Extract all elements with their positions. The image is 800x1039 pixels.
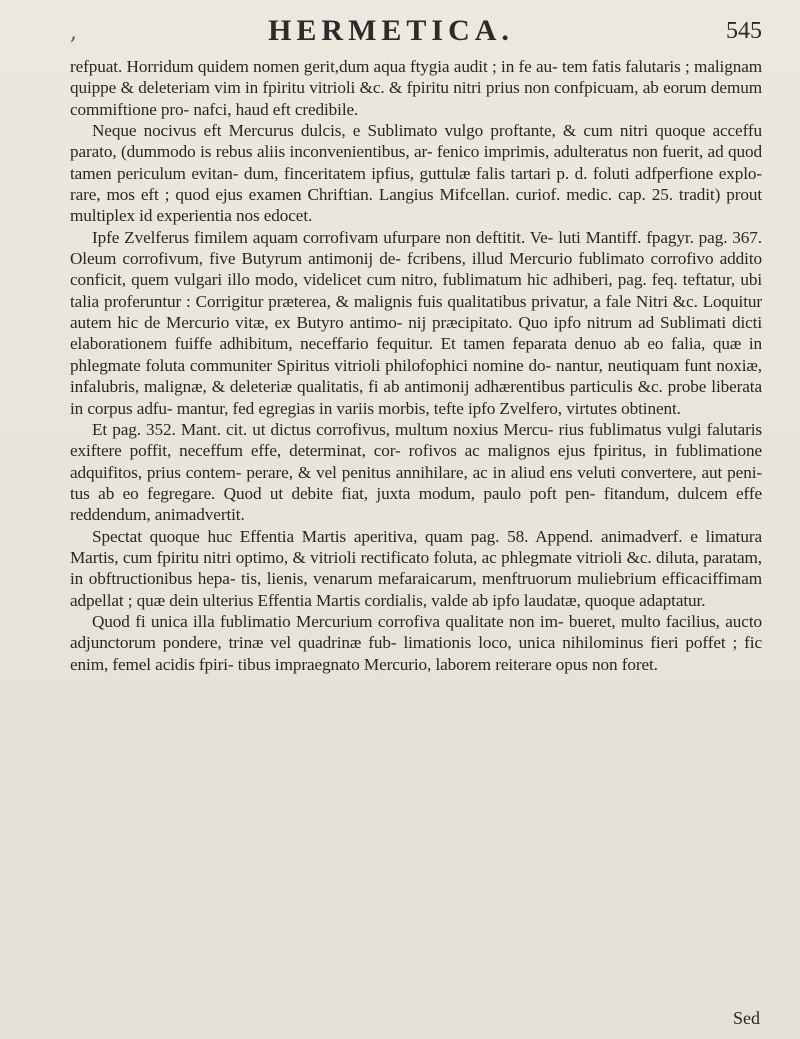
printer-dot-mark: ,: [70, 20, 77, 45]
paragraph: Quod fi unica illa fublimatio Mercurium corrofiva qualitate non im- bueret, multo facilius, aucto adjunctorum pondere, trinæ vel quadrinæ fub- limationis loco, unica nihilominus fieri poffet ; fic enim, femel acidis fpiri- tibus impraegnato Mercurio, laborem reiterare opus non foret.: [70, 611, 762, 674]
paragraph: Et pag. 352. Mant. cit. ut dictus corrofivus, multum noxius Mercu- rius fublimatus vulgi falutaris exiftere poffit, neceffum effe, determinat, cor- rofivos ac malignos ejus fpiritus, in fublimatione adquifitos, prius contem- perare, & vel penitus annihilare, ac in aliud ens veluti convertere, aut peni- tus ab eo fegregare. Quod ut debite fiat, juxta modum, paulo poft pen- fitandum, dulcem effe reddendum, animadvertit.: [70, 419, 762, 525]
paragraph: Neque nocivus eft Mercurus dulcis, e Sublimato vulgo proftante, & cum nitri quoque acceffu parato, (dummodo is rebus aliis inconvenientibus, ar- fenico imprimis, adulteratus non fuerit, ad quod tamen periculum evitan- dum, finceritatem ipfius, guttulæ falis tartari p. d. foluti adfperfione explo- rare, mos eft ; quod ejus examen Chriftian. Langius Mifcellan. curiof. medic. cap. 25. tradit) prout multiplex id experientia nos edocet.: [70, 121, 762, 226]
body-text: [70, 56, 762, 675]
page-header: [70, 14, 762, 56]
paragraph: refpuat. Horridum quidem nomen gerit,dum aqua ftygia audit ; in fe au- tem fatis falutaris ; malignam quippe & deleteriam vim in fpiritu vitrioli &c. & fpiritu nitri prius non confpicuam, ab eorum demum commiftione pro- nafci, haud eft credibile.: [70, 57, 762, 119]
paragraph: Ipfe Zvelferus fimilem aquam corrofivam ufurpare non deftitit. Ve- luti Mantiff. fpagyr. pag. 367. Oleum corrofivum, five Butyrum antimonij de- fcribens, illud Mercurio fublimato corrofivo addito conficit, quem vulgari illo modo, videlicet cum nitro, fublimatum hic adhiberi, pag. feq. teftatur, ubi talia proferuntur : Corrigitur præterea, & malignis fuis qualitatibus privatur, a fale Nitri &c. Loquitur autem hic de Mercurio vitæ, ex Butyro antimo- nij præcipitato. Quo ipfo nitrum ad Sublimati dicti elaborationem fuiffe adhibitum, neceffario fequitur. Et tamen feparata denuo ab eo falia, quæ in phlegmate foluta communiter Spiritus vitrioli philofophici nomine do- nantur, neutiquam funt noxiæ, infalubris, malignæ, & deleteriæ qualitatis, fi ab antimonij adhærentibus particulis &c. probe liberata in corpus adfu- mantur, fed egregias in variis morbis, tefte ipfo Zvelfero, virtutes obtinent.: [70, 227, 762, 418]
catchword: Sed: [733, 1008, 760, 1028]
running-head-title: HERMETICA.: [268, 14, 514, 47]
paragraph: Spectat quoque huc Effentia Martis aperitiva, quam pag. 58. Append. animadverf. e limatura Martis, cum fpiritu nitri optimo, & vitrioli rectificato foluta, ac phlegmate vitrioli &c. diluta, paratam, in obftructionibus hepa- tis, lienis, venarum mefaraicarum, menftruorum muliebrium efficaciffimam adpellat ; quæ dein ulterius Effentia Martis cordialis, valde ab ipfo laudatæ, quoque adaptatur.: [70, 526, 762, 610]
page-number: 545: [726, 18, 762, 44]
